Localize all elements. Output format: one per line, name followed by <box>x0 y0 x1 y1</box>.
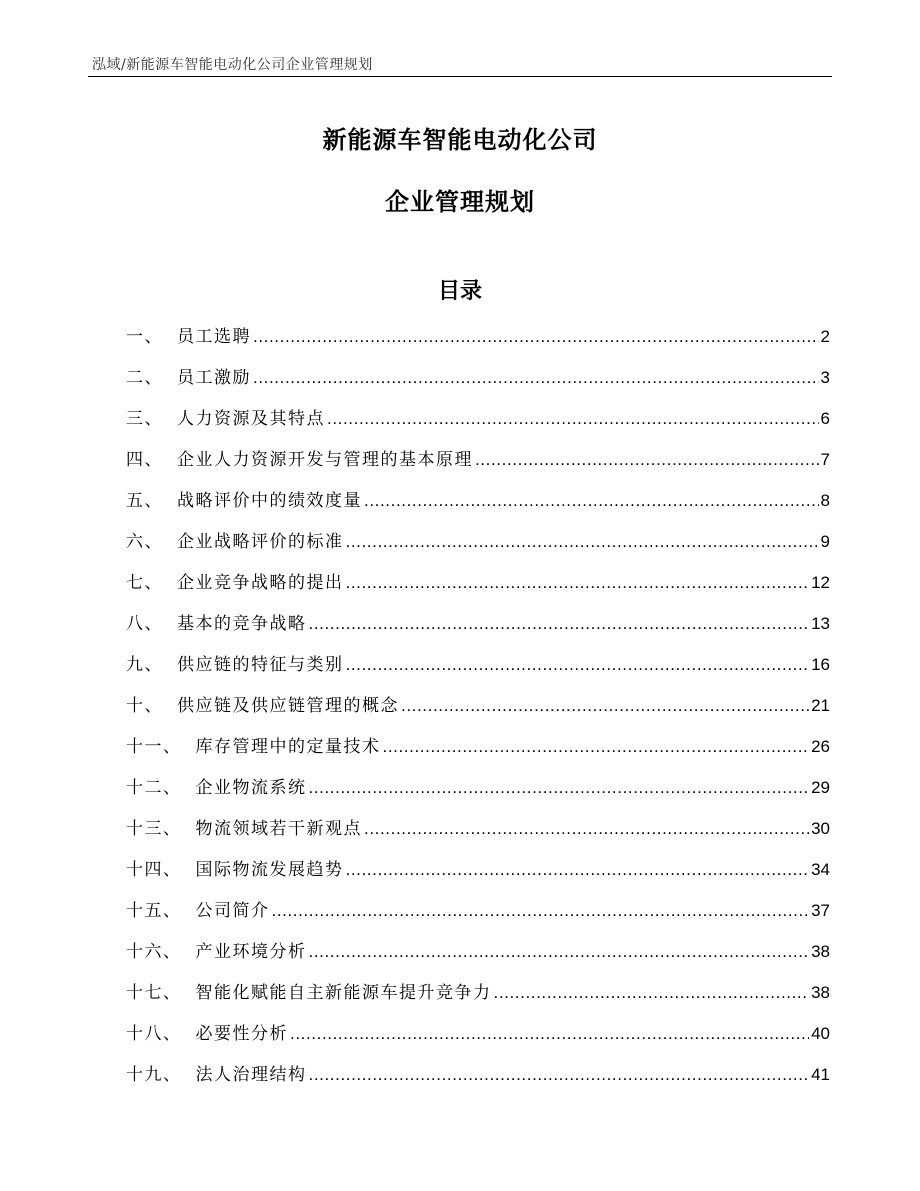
toc-entry-title: 国际物流发展趋势 <box>195 860 344 880</box>
toc-dot-leader <box>475 445 819 475</box>
toc-dot-leader <box>346 527 819 557</box>
toc-entry-page-number: 2 <box>820 327 830 346</box>
toc-entry-number: 十六、 <box>126 942 182 962</box>
toc-entry-page-number: 40 <box>811 1024 830 1043</box>
toc-entry[interactable] <box>126 650 830 691</box>
toc-dot-leader <box>309 1060 810 1090</box>
toc-entry-number: 十、 <box>126 696 163 716</box>
toc-entry-page-number: 41 <box>811 1065 830 1084</box>
toc-entry-number: 十四、 <box>126 860 182 880</box>
toc-entry-title: 必要性分析 <box>195 1024 288 1044</box>
toc-entry-number: 二、 <box>126 368 163 388</box>
document-subtitle: 企业管理规划 <box>385 188 535 216</box>
toc-dot-leader <box>290 1019 809 1049</box>
toc-entry-title: 产业环境分析 <box>195 942 307 962</box>
toc-entry-title: 供应链的特征与类别 <box>177 655 344 675</box>
toc-entry-title: 员工激励 <box>177 368 251 388</box>
toc-dot-leader <box>383 732 810 762</box>
toc-entry-page-number: 34 <box>811 860 830 879</box>
toc-entry-number: 三、 <box>126 409 163 429</box>
toc-entry[interactable] <box>126 855 830 896</box>
toc-entry[interactable] <box>126 322 830 363</box>
toc-entry-title: 法人治理结构 <box>195 1065 307 1085</box>
toc-entry-number: 十七、 <box>126 983 182 1003</box>
running-header: 泓域/新能源车智能电动化公司企业管理规划 <box>92 57 373 73</box>
toc-entry-title: 物流领域若干新观点 <box>195 819 362 839</box>
toc-entry-title: 公司简介 <box>195 901 270 921</box>
toc-entry-number: 十八、 <box>126 1024 182 1044</box>
document-title: 新能源车智能电动化公司 <box>322 126 598 154</box>
toc-dot-leader <box>253 322 819 352</box>
toc-entry-title: 员工选聘 <box>177 327 251 347</box>
toc-entry-number: 一、 <box>126 327 163 347</box>
toc-entry-title: 企业人力资源开发与管理的基本原理 <box>177 450 473 470</box>
toc-entry-title: 库存管理中的定量技术 <box>195 737 381 757</box>
toc-entry-title: 企业物流系统 <box>195 778 307 798</box>
toc-dot-leader <box>309 773 810 803</box>
toc-heading: 目录 <box>437 279 482 304</box>
toc-entry-page-number: 3 <box>820 368 830 387</box>
toc-entry-title: 供应链及供应链管理的概念 <box>177 696 399 716</box>
toc-entry[interactable] <box>126 691 830 732</box>
toc-entry-number: 四、 <box>126 450 163 470</box>
toc-entry-page-number: 26 <box>811 737 830 756</box>
toc-entry-page-number: 30 <box>811 819 830 838</box>
toc-dot-leader <box>272 896 810 926</box>
toc-entry-title: 人力资源及其特点 <box>177 409 325 429</box>
toc-entry-page-number: 13 <box>811 614 830 633</box>
toc-entry[interactable] <box>126 445 830 486</box>
toc-entry-page-number: 7 <box>820 450 830 469</box>
toc-entry-title: 战略评价中的绩效度量 <box>177 491 362 511</box>
toc-entry-page-number: 6 <box>820 409 830 428</box>
toc-dot-leader <box>346 568 810 598</box>
toc-entry-title: 企业竞争战略的提出 <box>177 573 344 593</box>
toc-entry-title: 智能化赋能自主新能源车提升竞争力 <box>195 983 492 1003</box>
toc-entry-page-number: 38 <box>811 942 830 961</box>
toc-entry[interactable] <box>126 363 830 404</box>
header-divider <box>88 76 832 77</box>
toc-entry[interactable] <box>126 568 830 609</box>
toc-entry[interactable] <box>126 404 830 445</box>
toc-entry-page-number: 16 <box>811 655 830 674</box>
toc-dot-leader <box>364 486 819 516</box>
toc-entry-title: 基本的竞争战略 <box>177 614 307 634</box>
toc-entry[interactable] <box>126 732 830 773</box>
toc-entry[interactable] <box>126 814 830 855</box>
toc-dot-leader <box>494 978 810 1008</box>
toc-entry-number: 十五、 <box>126 901 182 921</box>
toc-entry-number: 八、 <box>126 614 163 634</box>
toc-entry-page-number: 37 <box>811 901 830 920</box>
toc-entry-number: 五、 <box>126 491 163 511</box>
toc-dot-leader <box>401 691 809 721</box>
toc-entry[interactable] <box>126 896 830 937</box>
toc-entry-page-number: 9 <box>820 532 830 551</box>
toc-dot-leader <box>346 855 810 885</box>
toc-dot-leader <box>327 404 819 434</box>
toc-entry[interactable] <box>126 978 830 1019</box>
toc-entry[interactable] <box>126 937 830 978</box>
toc-entry-title: 企业战略评价的标准 <box>177 532 344 552</box>
toc-dot-leader <box>309 609 810 639</box>
toc-dot-leader <box>253 363 819 393</box>
toc-entry-page-number: 29 <box>811 778 830 797</box>
toc-entry-page-number: 8 <box>820 491 830 510</box>
toc-entry[interactable] <box>126 1060 830 1101</box>
toc-entry-number: 九、 <box>126 655 163 675</box>
toc-entry[interactable] <box>126 486 830 527</box>
toc-entry-number: 十一、 <box>126 737 182 757</box>
toc-entry-number: 七、 <box>126 573 163 593</box>
toc-dot-leader <box>309 937 810 967</box>
toc-entry-number: 十九、 <box>126 1065 182 1085</box>
toc-entry[interactable] <box>126 773 830 814</box>
toc-entry-page-number: 12 <box>811 573 830 592</box>
toc-dot-leader <box>346 650 810 680</box>
toc-entry-number: 六、 <box>126 532 163 552</box>
toc-entry-number: 十三、 <box>126 819 182 839</box>
toc-entry-page-number: 21 <box>811 696 830 715</box>
toc-entry[interactable] <box>126 609 830 650</box>
toc-entry[interactable] <box>126 1019 830 1060</box>
toc-entry-number: 十二、 <box>126 778 182 798</box>
toc-entry-page-number: 38 <box>811 983 830 1002</box>
table-of-contents <box>126 322 830 1101</box>
toc-dot-leader <box>364 814 809 844</box>
toc-entry[interactable] <box>126 527 830 568</box>
